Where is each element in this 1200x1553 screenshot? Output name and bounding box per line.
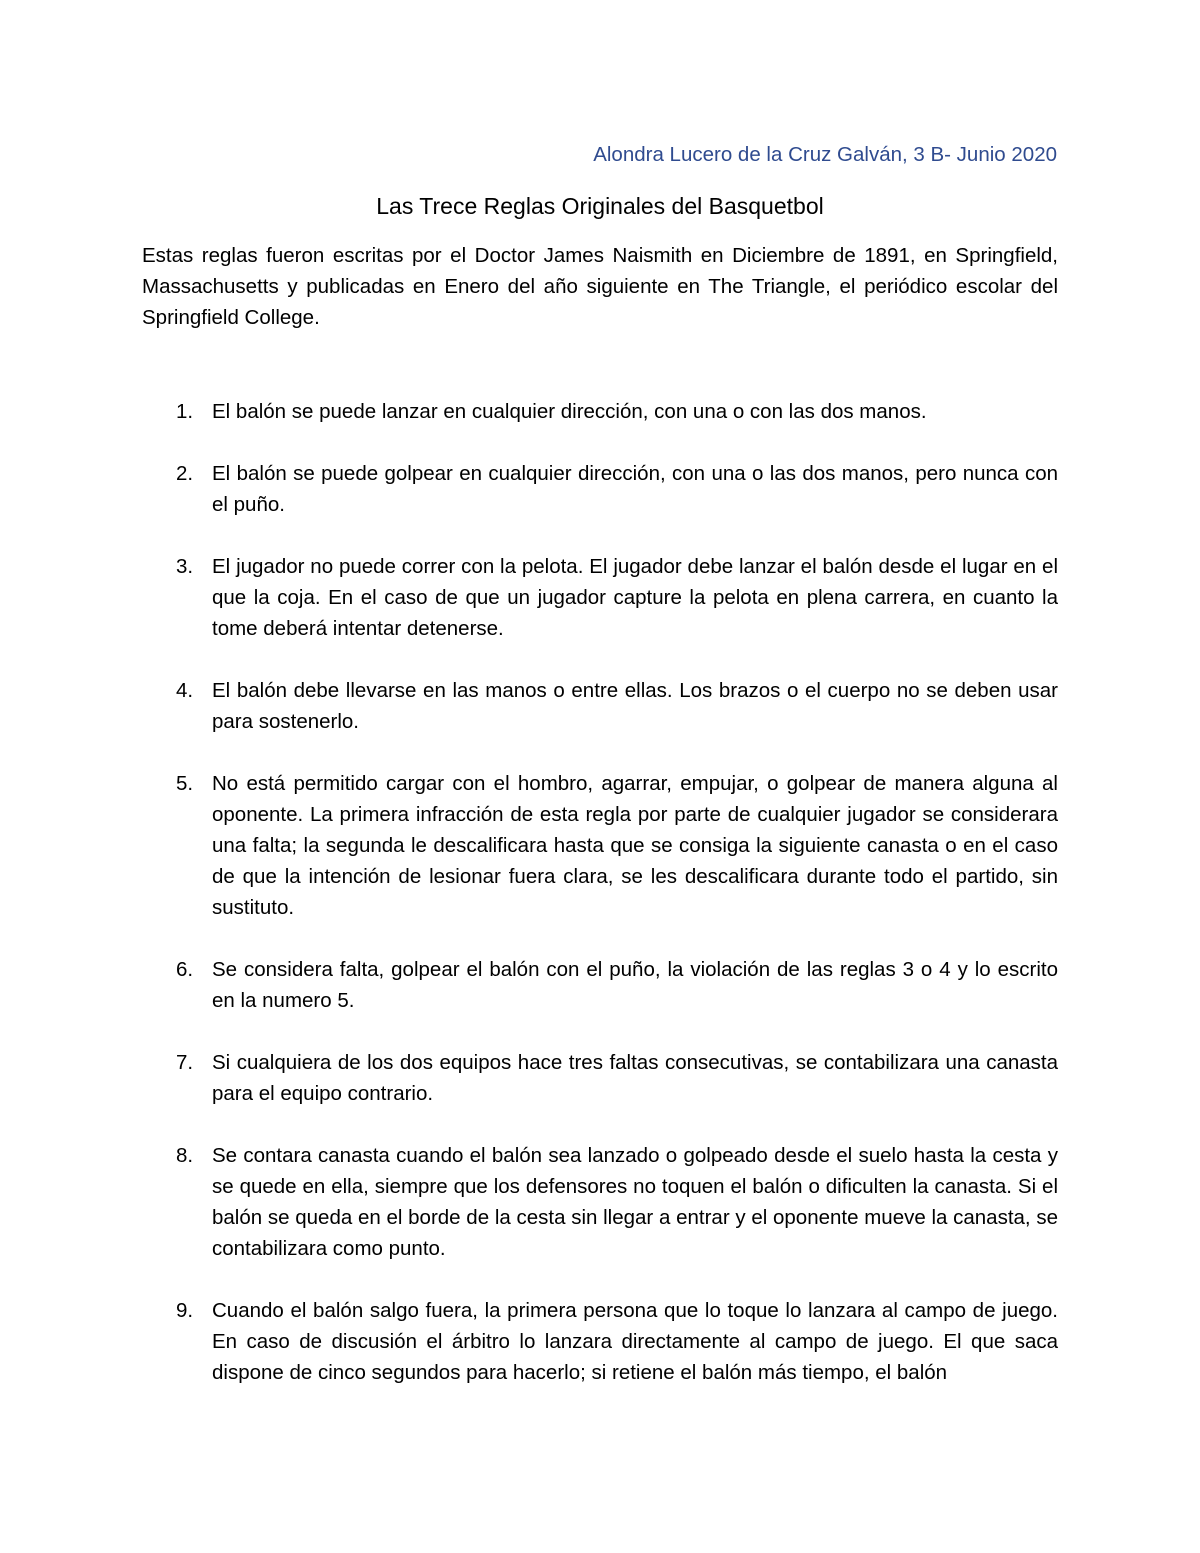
rule-number: 2. <box>176 462 194 485</box>
rule-item-9 <box>142 1295 1058 1388</box>
author-line: Alondra Lucero de la Cruz Galván, 3 B- Junio 2020 <box>593 143 1057 166</box>
rule-number: 8. <box>176 1144 194 1167</box>
rule-item-5 <box>142 768 1058 923</box>
rule-text: El balón debe llevarse en las manos o entre ellas. Los brazos o el cuerpo no se deben usar para sostenerlo. <box>212 679 1058 733</box>
rule-text: El balón se puede lanzar en cualquier dirección, con una o con las dos manos. <box>212 400 927 423</box>
rule-item-7 <box>142 1047 1058 1109</box>
page-title: Las Trece Reglas Originales del Basquetbol <box>376 193 824 219</box>
rule-item-3 <box>142 551 1058 644</box>
rule-number: 4. <box>176 679 194 702</box>
rule-item-2 <box>142 458 1058 520</box>
rule-item-6 <box>142 954 1058 1016</box>
rule-number: 1. <box>176 400 194 423</box>
rule-text: No está permitido cargar con el hombro, agarrar, empujar, o golpear de manera alguna al oponente. La primera infracción de esta regla por parte de cualquier jugador se considerara una falta; la segunda le descalificara hasta que se consiga la siguiente canasta o en el caso de que la intención de lesionar fuera clara, se les descalificara durante todo el partido, sin sustituto. <box>212 772 1058 919</box>
intro-paragraph: Estas reglas fueron escritas por el Doctor James Naismith en Diciembre de 1891, en Springfield, Massachusetts y publicadas en Enero del año siguiente en The Triangle, el periódico escolar del Springfield College. <box>142 244 1058 329</box>
rule-text: Se considera falta, golpear el balón con el puño, la violación de las reglas 3 o 4 y lo escrito en la numero 5. <box>212 958 1058 1012</box>
rule-number: 9. <box>176 1299 194 1322</box>
rule-text: Cuando el balón salgo fuera, la primera persona que lo toque lo lanzara al campo de juego. En caso de discusión el árbitro lo lanzara directamente al campo de juego. El que saca dispone de cinco segundos para hacerlo; si retiene el balón más tiempo, el balón <box>212 1299 1058 1384</box>
rule-text: Si cualquiera de los dos equipos hace tres faltas consecutivas, se contabilizara una canasta para el equipo contrario. <box>212 1051 1058 1105</box>
rule-item-4 <box>142 675 1058 737</box>
rules-list <box>142 396 1058 1419</box>
rule-number: 6. <box>176 958 194 981</box>
rule-text: Se contara canasta cuando el balón sea lanzado o golpeado desde el suelo hasta la cesta y se quede en ella, siempre que los defensores no toquen el balón o dificulten la canasta. Si el balón se queda en el borde de la cesta sin llegar a entrar y el oponente mueve la canasta, se contabilizara como punto. <box>212 1144 1058 1260</box>
rule-text: El jugador no puede correr con la pelota. El jugador debe lanzar el balón desde el lugar en el que la coja. En el caso de que un jugador capture la pelota en plena carrera, en cuanto la tome deberá intentar detenerse. <box>212 555 1058 640</box>
rule-item-1 <box>142 396 1058 427</box>
rule-item-8 <box>142 1140 1058 1264</box>
rule-text: El balón se puede golpear en cualquier dirección, con una o las dos manos, pero nunca con el puño. <box>212 462 1058 516</box>
rule-number: 7. <box>176 1051 194 1074</box>
rule-number: 3. <box>176 555 194 578</box>
rule-number: 5. <box>176 772 194 795</box>
